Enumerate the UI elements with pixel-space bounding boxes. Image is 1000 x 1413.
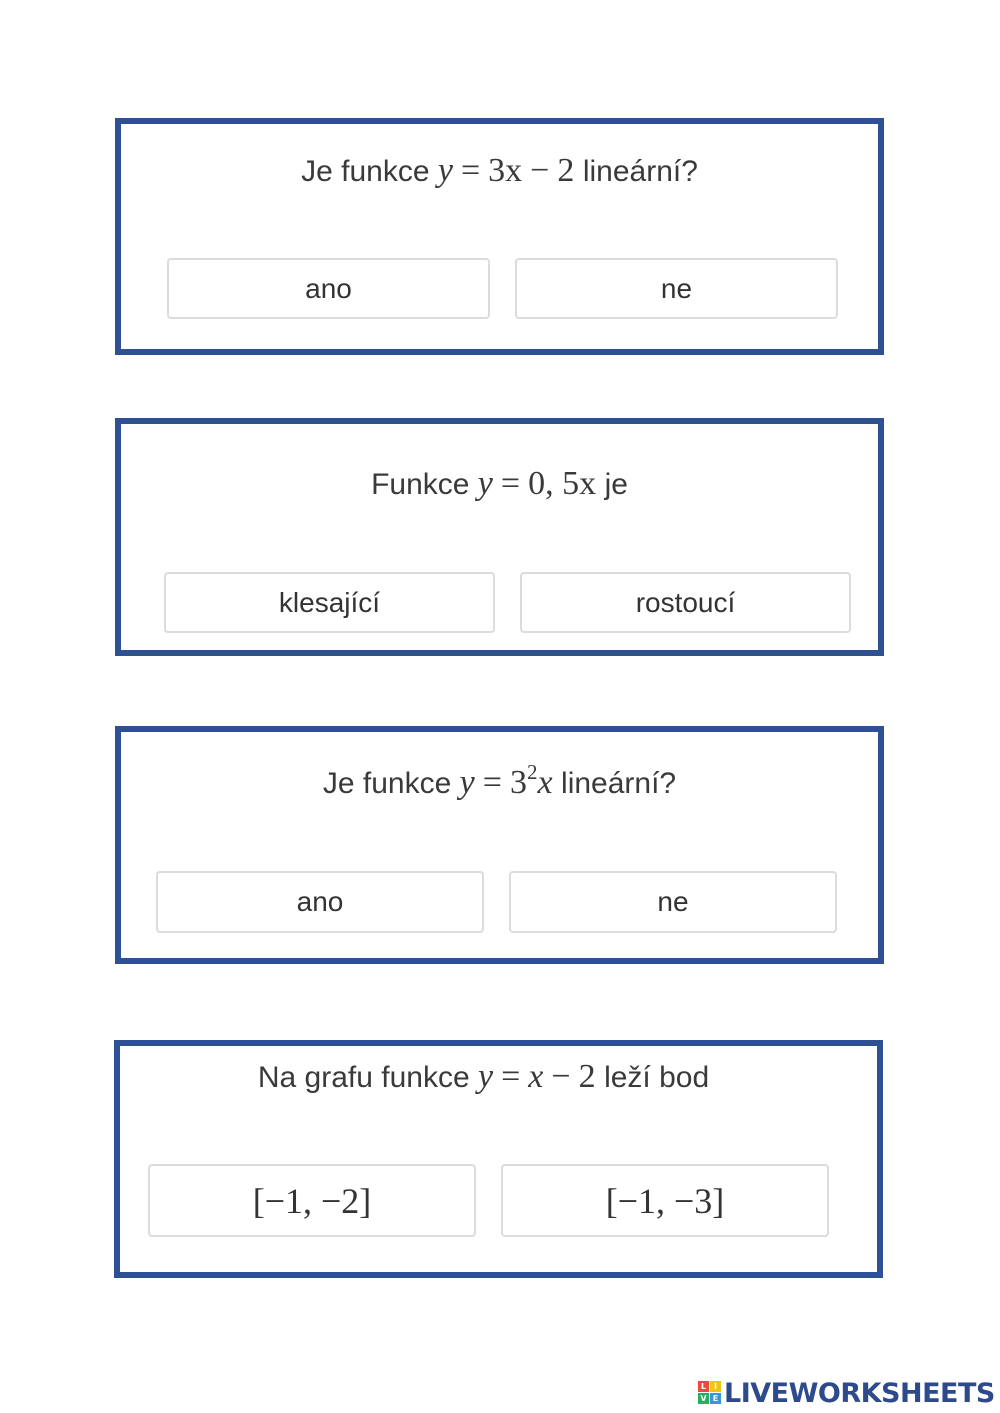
formula-var-x: x: [528, 1058, 544, 1095]
formula-var-y: y: [478, 1058, 494, 1095]
question-text-4: [90, 1058, 877, 1096]
question-text-1: [121, 152, 878, 190]
formula-term: 0, 5x: [528, 465, 597, 502]
question-4-prefix: Na grafu funkce: [257, 1061, 470, 1094]
question-2-formula: [478, 465, 605, 502]
liveworksheets-logo: [698, 1377, 995, 1409]
logo-mark-letter: V: [698, 1393, 709, 1404]
formula-minus: −: [551, 1058, 571, 1095]
question-text-2: [121, 465, 878, 503]
formula-minus: −: [530, 152, 550, 189]
formula-base: 3: [509, 764, 527, 801]
formula-term: 3x: [488, 152, 523, 189]
formula-equals: =: [501, 1058, 521, 1095]
formula-equals: =: [500, 465, 521, 502]
formula-exponent: 2: [526, 760, 538, 784]
formula-equals: =: [482, 764, 502, 801]
formula-var-y: y: [437, 152, 453, 189]
question-3-suffix: lineární?: [561, 767, 677, 800]
answer-button-2b[interactable]: rostoucí: [520, 572, 851, 633]
question-text-3: [121, 760, 878, 802]
logo-mark-letter: L: [698, 1381, 709, 1392]
question-card-1: [115, 118, 884, 355]
answer-button-4b[interactable]: [−1, −3]: [501, 1164, 829, 1237]
formula-equals: =: [460, 152, 481, 189]
formula-var-y: y: [477, 465, 493, 502]
formula-var-y: y: [459, 764, 475, 801]
question-1-prefix: Je funkce: [301, 155, 430, 188]
question-1-formula: [438, 152, 583, 189]
question-card-4: [114, 1040, 883, 1278]
logo-text: LIVEWORKSHEETS: [724, 1377, 995, 1409]
question-card-3: [115, 726, 884, 964]
logo-mark-letter: E: [710, 1393, 721, 1404]
question-card-2: [115, 418, 884, 656]
question-1-suffix: lineární?: [582, 155, 698, 188]
question-2-suffix: je: [604, 468, 628, 501]
answer-button-1a[interactable]: ano: [167, 258, 490, 319]
formula-var-x: x: [537, 764, 553, 801]
answer-button-4a[interactable]: [−1, −2]: [148, 1164, 476, 1237]
answer-button-1b[interactable]: ne: [515, 258, 838, 319]
formula-constant: 2: [578, 1058, 596, 1095]
answer-button-3a[interactable]: ano: [156, 871, 484, 933]
logo-mark-icon: [698, 1381, 722, 1405]
answer-button-3b[interactable]: ne: [509, 871, 837, 933]
question-4-suffix: leží bod: [604, 1061, 710, 1094]
logo-mark-letter: I: [710, 1381, 721, 1392]
question-3-prefix: Je funkce: [322, 767, 452, 800]
question-2-prefix: Funkce: [371, 468, 470, 501]
formula-constant: 2: [557, 152, 575, 189]
answer-button-2a[interactable]: klesající: [164, 572, 495, 633]
question-4-formula: [478, 1058, 604, 1095]
question-3-formula: [459, 760, 561, 801]
